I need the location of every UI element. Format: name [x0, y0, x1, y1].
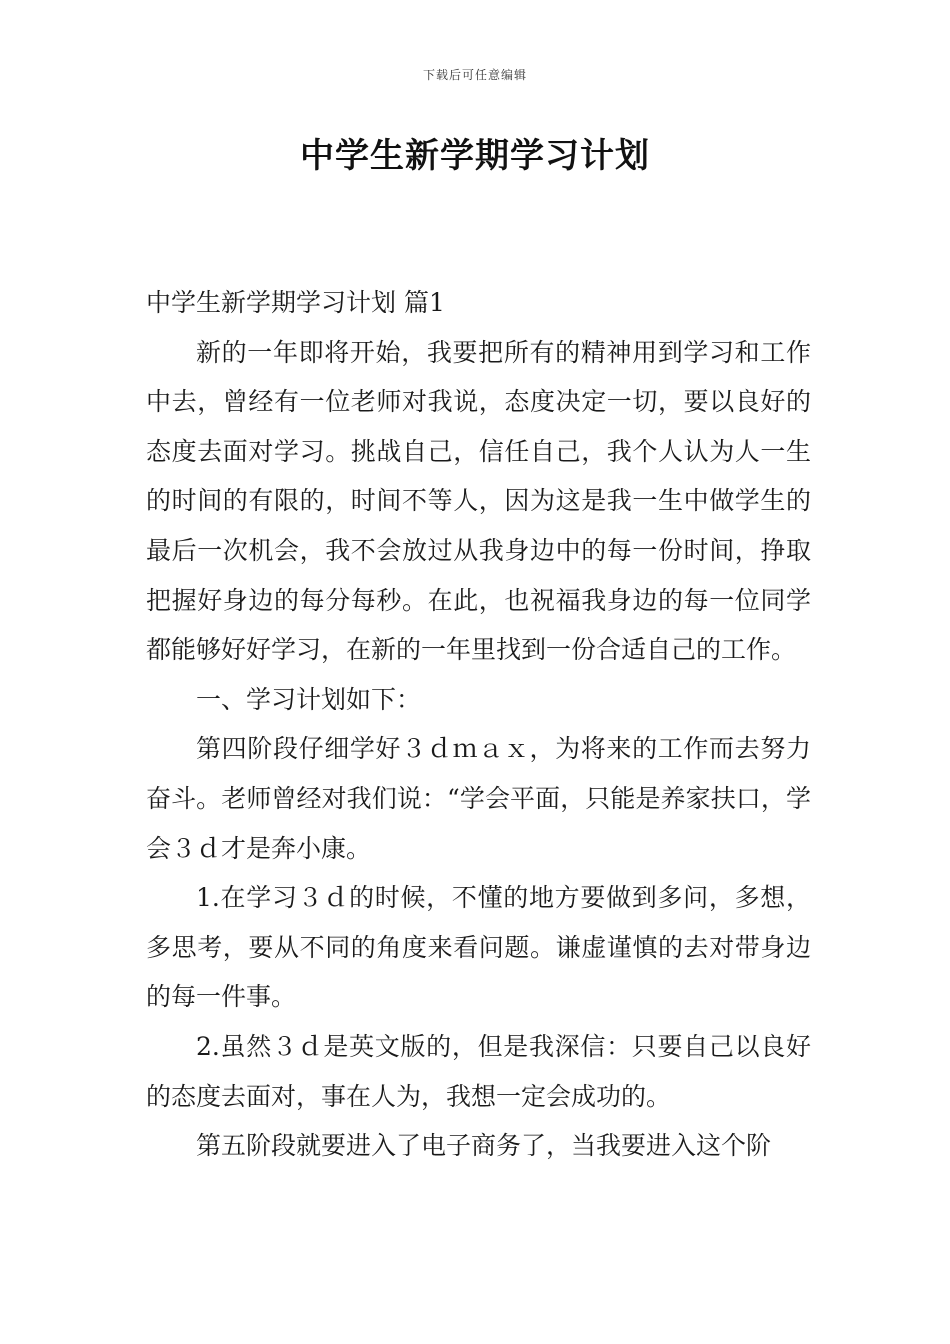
list-item: 2.虽然３ｄ是英文版的，但是我深信：只要自己以良好的态度去面对，事在人为，我想一定会成功的。 — [146, 1031, 811, 1111]
paragraph: 新的一年即将开始，我要把所有的精神用到学习和工作中去，曾经有一位老师对我说，态度决定一切，要以良好的态度去面对学习。挑战自己，信任自己，我个人认为人一生的时间的有限的，时间不等人，因为这是我一生中做学生的最后一次机会，我不会放过从我身边中的每一份时间，挣取把握好身边的每分每秒。在此，也祝福我身边的每一位同学都能够好好学习，在新的一年里找到一份合适自己的工作。 — [146, 337, 811, 665]
paragraph: 第四阶段仔细学好３ｄｍａｘ，为将来的工作而去努力奋斗。老师曾经对我们说：“学会平面，只能是养家扶口，学会３ｄ才是奔小康。 — [146, 734, 811, 863]
section-heading: 中学生新学期学习计划 篇1 — [146, 288, 445, 317]
document-body — [146, 278, 811, 1171]
paragraph: 第五阶段就要进入了电子商务了，当我要进入这个阶 — [196, 1131, 772, 1161]
header-note: 下载后可任意编辑 — [422, 68, 527, 82]
document-title: 中学生新学期学习计划 — [300, 136, 650, 176]
list-heading: 一、学习计划如下： — [196, 684, 422, 714]
list-item: 1.在学习３ｄ的时候，不懂的地方要做到多问，多想，多思考，要从不同的角度来看问题。谦虚谨慎的去对带身边的每一件事。 — [146, 883, 811, 1012]
